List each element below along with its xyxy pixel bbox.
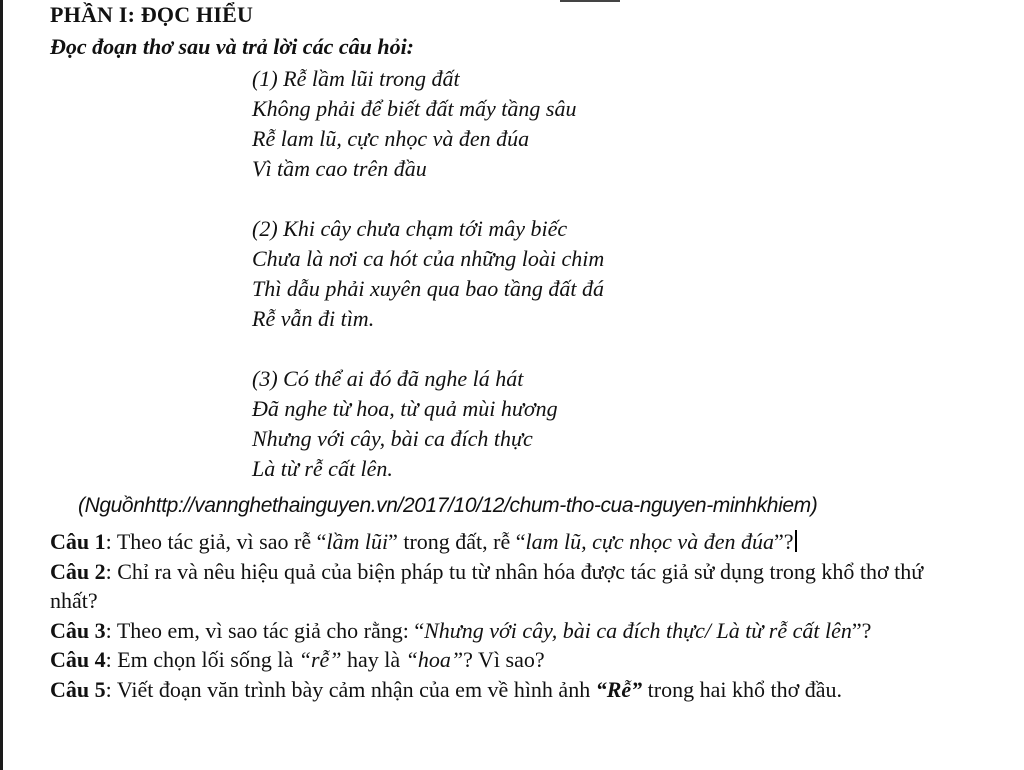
poem-line: Đã nghe từ hoa, từ quả mùi hương (252, 396, 558, 421)
question-4: Câu 4: Em chọn lối sống là “rễ” hay là “hoa”? Vì sao? (50, 647, 545, 672)
poem-line: (3) Có thể ai đó đã nghe lá hát (252, 366, 524, 391)
question-2: Câu 2: Chỉ ra và nêu hiệu quả của biện pháp tu từ nhân hóa được tác giả sử dụng trong khổ thơ thứ nhất? (50, 558, 924, 613)
poem (252, 64, 604, 484)
stanza-gap (252, 184, 604, 214)
poem-line: Rễ vẫn đi tìm. (252, 306, 375, 331)
poem-source: (Nguồnhttp://vannghethainguyen.vn/2017/10/12/chum-tho-cua-nguyen-minhkhiem) (78, 494, 818, 517)
poem-line: Vì tầm cao trên đầu (252, 156, 427, 181)
question-label: Câu 1 (50, 529, 106, 554)
top-edge-mark (560, 0, 620, 2)
question-label: Câu 3 (50, 617, 106, 643)
poem-line: Rễ lam lũ, cực nhọc và đen đúa (252, 126, 530, 151)
poem-line: Là từ rễ cất lên. (252, 456, 393, 481)
poem-line: Thì dẫu phải xuyên qua bao tầng đất đá (252, 276, 604, 301)
poem-line: Không phải để biết đất mấy tầng sâu (252, 96, 577, 121)
question-label: Câu 2 (50, 558, 106, 584)
question-label: Câu 5 (50, 676, 106, 702)
question-1: Câu 1: Theo tác giả, vì sao rễ “lầm lũi” trong đất, rễ “lam lũ, cực nhọc và đen đúa”? (50, 527, 975, 557)
reading-instruction: Đọc đoạn thơ sau và trả lời các câu hỏi: (50, 34, 415, 59)
text-cursor (795, 530, 797, 552)
poem-line: (1) Rễ lầm lũi trong đất (252, 66, 460, 91)
question-5: Câu 5: Viết đoạn văn trình bày cảm nhận của em về hình ảnh “Rễ” trong hai khổ thơ đầu. (50, 676, 842, 702)
poem-line: (2) Khi cây chưa chạm tới mây biếc (252, 216, 568, 241)
poem-line: Nhưng với cây, bài ca đích thực (252, 426, 533, 451)
question-list (50, 527, 975, 704)
left-border-line (0, 0, 3, 770)
poem-line: Chưa là nơi ca hót của những loài chim (252, 246, 605, 271)
section-heading: PHẦN I: ĐỌC HIỂU (50, 2, 254, 27)
stanza-gap (252, 334, 604, 364)
question-3: Câu 3: Theo em, vì sao tác giả cho rằng: “Nhưng với cây, bài ca đích thực/ Là từ rễ cất lên”? (50, 617, 872, 643)
question-label: Câu 4 (50, 647, 106, 672)
